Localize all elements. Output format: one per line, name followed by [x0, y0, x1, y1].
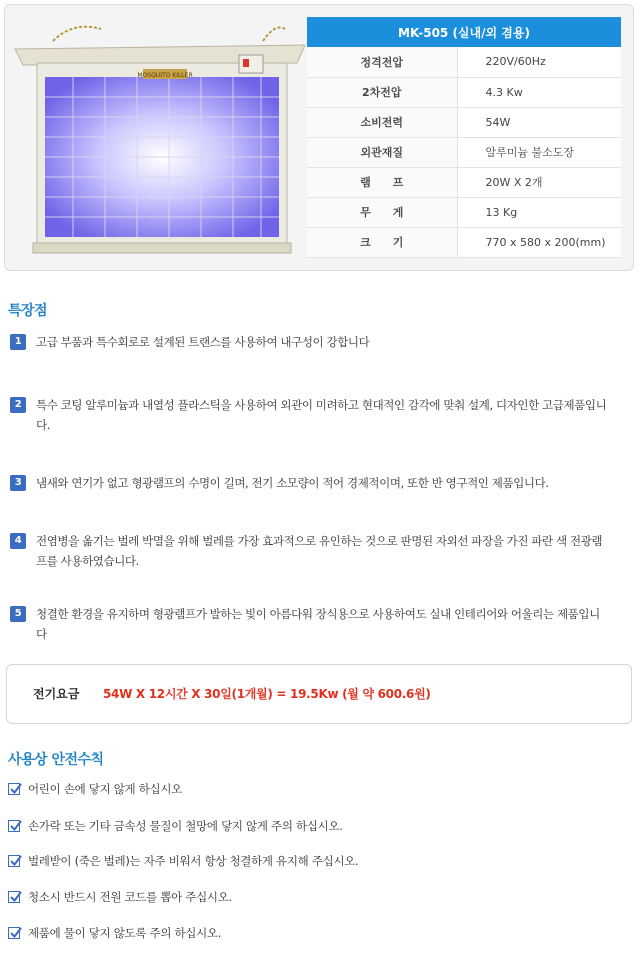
feature-number-badge: 2 — [10, 397, 26, 413]
spec-value: 알루미늄 불소도장 — [457, 137, 621, 167]
safety-item — [8, 781, 182, 797]
spec-value: 770 x 580 x 200(mm) — [457, 227, 621, 257]
feature-item — [10, 395, 610, 435]
checkbox-icon — [8, 891, 20, 903]
electricity-value: 54W X 12시간 X 30일(1개월) = 19.5Kw (월 약 600.6원) — [103, 687, 431, 701]
bug-zapper-image — [13, 17, 305, 263]
spec-key: 소비전력 — [307, 107, 457, 137]
spec-key: 정격전압 — [307, 47, 457, 77]
spec-row — [307, 197, 621, 227]
spec-value: 54W — [457, 107, 621, 137]
electricity-cost-box — [6, 664, 632, 724]
feature-item — [10, 473, 610, 493]
spec-key: 무 게 — [307, 197, 457, 227]
spec-value: 220V/60Hz — [457, 47, 621, 77]
safety-text: 제품에 물이 닿지 않도록 주의 하십시오. — [28, 926, 222, 940]
checkbox-icon — [8, 820, 20, 832]
spec-model-title: MK-505 (실내/외 겸용) — [307, 17, 621, 47]
safety-title: 사용상 안전수칙 — [8, 752, 104, 768]
spec-key: 크 기 — [307, 227, 457, 257]
spec-row — [307, 137, 621, 167]
checkbox-icon — [8, 855, 20, 867]
feature-number-badge: 5 — [10, 606, 26, 622]
feature-text: 냄새와 연기가 없고 형광램프의 수명이 길며, 전기 소모량이 적어 경제적이며, 또한 반 영구적인 제품입니다. — [36, 476, 549, 490]
spec-row — [307, 47, 621, 77]
safety-item — [8, 853, 358, 869]
spec-table — [307, 17, 621, 258]
feature-text: 특수 코팅 알루미늄과 내열성 플라스틱을 사용하여 외관이 미려하고 현대적인 감각에 맞춰 설계, 디자인한 고급제품입니다. — [36, 398, 607, 432]
safety-item — [8, 925, 221, 941]
feature-item — [10, 531, 610, 571]
safety-text: 어린이 손에 닿지 않게 하십시오 — [28, 782, 182, 796]
spec-row — [307, 77, 621, 107]
safety-text: 청소시 반드시 전원 코드를 뽑아 주십시오. — [28, 890, 232, 904]
feature-number-badge: 3 — [10, 475, 26, 491]
feature-text: 고급 부품과 특수회로로 설계된 트랜스를 사용하여 내구성이 강합니다 — [36, 335, 370, 349]
spec-value: 13 Kg — [457, 197, 621, 227]
checkbox-icon — [8, 783, 20, 795]
feature-text: 청결한 환경을 유지하며 형광램프가 발하는 빛이 아름다워 장식용으로 사용하여도 실내 인테리어와 어울리는 제품입니다 — [36, 607, 600, 641]
feature-number-badge: 1 — [10, 334, 26, 350]
spec-value: 20W X 2개 — [457, 167, 621, 197]
safety-text: 벌레받이 (죽은 벌레)는 자주 비워서 항상 청결하게 유지해 주십시오. — [28, 854, 359, 868]
spec-row — [307, 107, 621, 137]
feature-item — [10, 604, 610, 644]
spec-key: 외관재질 — [307, 137, 457, 167]
safety-text: 손가락 또는 기타 금속성 물질이 철망에 닿지 않게 주의 하십시오. — [28, 819, 343, 833]
spec-panel — [4, 4, 634, 271]
spec-row — [307, 227, 621, 257]
feature-item — [10, 332, 610, 352]
safety-item — [8, 818, 343, 834]
spec-row — [307, 167, 621, 197]
spec-value: 4.3 Kw — [457, 77, 621, 107]
spec-key: 2차전압 — [307, 77, 457, 107]
electricity-label: 전기요금 — [33, 687, 80, 701]
features-title: 특장점 — [8, 303, 48, 319]
safety-item — [8, 889, 232, 905]
checkbox-icon — [8, 927, 20, 939]
feature-text: 전염병을 옮기는 벌레 박멸을 위해 벌레를 가장 효과적으로 유인하는 것으로 판명된 자외선 파장을 가진 파란 색 전광램프를 사용하였습니다. — [36, 534, 603, 568]
feature-number-badge: 4 — [10, 533, 26, 549]
spec-key: 램 프 — [307, 167, 457, 197]
product-brand-label: MOSQUITO KILLER — [137, 72, 193, 79]
